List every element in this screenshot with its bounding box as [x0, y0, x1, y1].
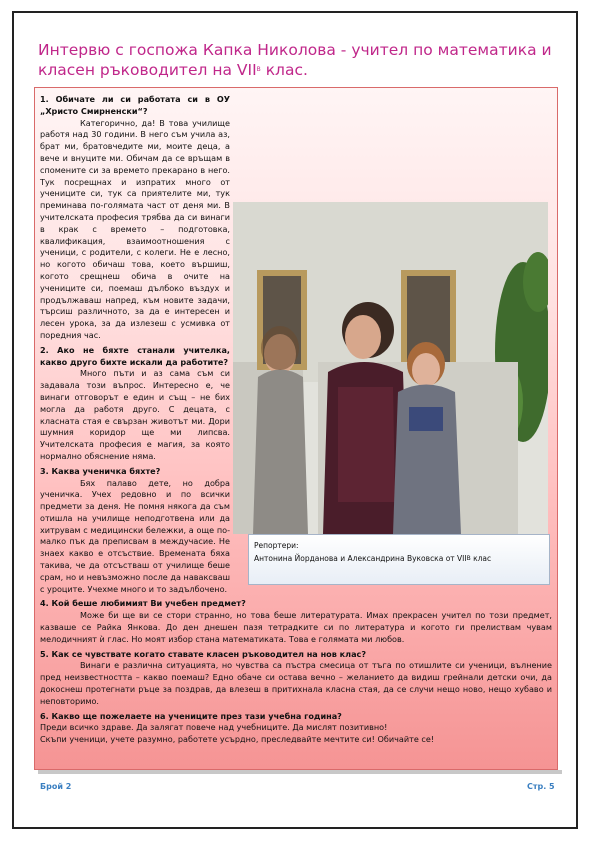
question-3: 3. Каква ученичка бяхте?: [40, 465, 161, 476]
answer-4: Може би ще ви се стори странно, но това беше литературата. Имах прекрасен учител по този предмет, казваше се Райка Янкова. До ден днешен пазя тетрадките си по литература и когото ги прелиствам чувам мелодичният ѝ глас. Но моят избор стана математиката. Това е голямата ми любов.: [40, 610, 552, 644]
answer-6-line-2: Скъпи ученици, учете разумно, работете усърдно, преследвайте мечтите си! Обичайте се!: [40, 734, 435, 745]
question-5: 5. Как се чувствате когато ставате класен ръководител на нов клас?: [40, 648, 367, 659]
answer-2: Много пъти и аз сама съм си задавала този въпрос. Интересно е, че винаги отговорът е един и същ – не бих могла да работя друго. С децата, с класната стая е свързан животът ми. Дори шумния коридор ще ми липсва. Учителската професия е магия, за която нормално обяснение няма.: [40, 368, 230, 461]
question-1: 1. Обичате ли си работата си в ОУ „Христо Смирненски“?: [40, 94, 230, 116]
answer-5: Винаги е различна ситуацията, но чувства са пъстра смесица от тъга по отишлите си ученици, вълнение пред неизвестността – какво поемаш? Едно обаче си остава вечно – желанието да видиш грейнали детски очи, да докоснеш протегнати ръце за поздрав, да влезеш в притихнала класна стая, да се случи нещо ново, нещо хубаво и неповторимо.: [40, 660, 552, 706]
interview-text: [40, 91, 552, 746]
footer-issue: Брой 2: [40, 782, 72, 791]
answer-3: Бях палаво дете, но добра ученичка. Учех редовно и по всички предмети за деня. Не помня някога да съм отишла на училище неподготвена или да хитрувам с медицински бележки, а още по-малко пък да преписвам в междучасие. Не знаех какво е отсъствие. Времената бяха такива, че да отсъстваш от училище беше срам, но и невъзможно после да наваксваш с уроците. Учехме много и то задълбочено.: [40, 477, 230, 594]
answer-1: Категорично, да! В това училище работя над 30 години. В него съм учила аз, брат ми, братовчедите ми, моите деца, а вече и внуците ми. Обичам да се връщам в спомените си за времето прекарано в него. Тук посрещнах и изпратих много от учениците си, тук са приятелите ми, тук преминава по-голямата част от деня ми. В учителската професия трябва да си винаги в крак с времето – подготовка, квалификация, взаимоотношения с ученици, с родители, с колеги. Не е лесно, но когото обичаш това, което вършиш, когото срещнеш обича в очите на учениците си, поемаш дълбоко въздух и продължаваш напред, към новите задачи, търсиш различното, за да е интересен и лесен урока, за да излезеш с усмивка от поредния час.: [40, 117, 230, 340]
footer-page-number: Стр. 5: [527, 782, 555, 791]
question-2: 2. Ако не бяхте станали учителка, какво друго бихте искали да работите?: [40, 344, 230, 367]
question-4: 4. Кой беше любимият Ви учебен предмет?: [40, 598, 246, 609]
caption-text: Антонина Йорданова и Александрина Вуковска от $VII^В$ клас: [254, 554, 492, 563]
caption-heading: Репортери:: [254, 541, 299, 550]
question-6: 6. Какво ще пожелаете на учениците през тази учебна година?: [40, 710, 342, 721]
page-title: Интервю с госпожа Капка Николова - учител по математика и класен ръководител на $VII^В$ клас.: [38, 41, 552, 79]
answer-6-line-1: Преди всичко здраве. Да залягат повече над учебниците. Да мислят позитивно!: [40, 722, 388, 733]
